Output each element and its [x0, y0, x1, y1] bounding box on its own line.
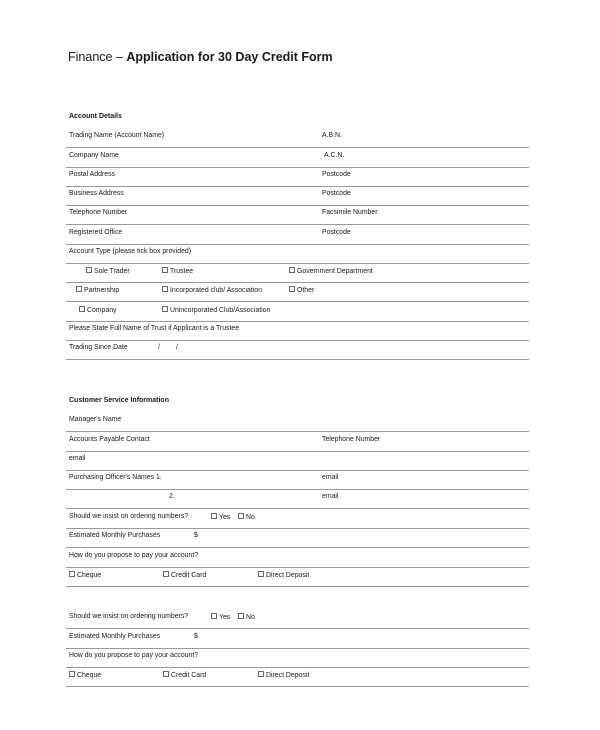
ordering-yes-checkbox-2[interactable]: [211, 613, 217, 619]
form-title: [68, 50, 333, 64]
direct-deposit-option[interactable]: [258, 571, 309, 579]
business-address-row[interactable]: [66, 185, 529, 206]
ordering-no-checkbox[interactable]: [238, 513, 244, 519]
abn-label: A.B.N.: [322, 132, 342, 139]
ordering-yes-checkbox[interactable]: [211, 513, 217, 519]
account-type-options-3: [66, 301, 529, 322]
ordering-yes-option-2[interactable]: [211, 613, 230, 621]
ordering-no-label: No: [246, 514, 255, 521]
estimated-purchases-label-2: Estimated Monthly Purchases: [69, 633, 161, 640]
payment-method-row: [66, 547, 529, 568]
other-option[interactable]: [289, 286, 314, 294]
registered-office-row[interactable]: [66, 224, 529, 245]
email-label: email: [69, 455, 86, 462]
sole-trader-checkbox[interactable]: [86, 267, 92, 273]
account-type-label: Account Type (please tick box provided): [69, 248, 192, 255]
unincorporated-club-checkbox[interactable]: [162, 306, 168, 312]
trading-since-row[interactable]: [66, 339, 529, 360]
partnership-label: Partnership: [84, 287, 120, 294]
ordering-numbers-label: Should we insist on ordering numbers?: [69, 513, 189, 520]
government-label: Government Department: [297, 268, 373, 275]
cheque-checkbox[interactable]: [69, 571, 75, 577]
partnership-checkbox[interactable]: [76, 286, 82, 292]
credit-card-option-2[interactable]: [163, 671, 206, 679]
partnership-option[interactable]: [76, 286, 119, 294]
trading-since-label: Trading Since Date: [69, 344, 128, 351]
dollar-sign: $: [194, 532, 198, 539]
form-title-main: Application for 30 Day Credit Form: [126, 50, 333, 64]
ordering-numbers-row: [66, 508, 529, 529]
telephone-label: Telephone Number: [69, 209, 128, 216]
dollar-sign-2: $: [194, 633, 198, 640]
incorporated-club-option[interactable]: [162, 286, 262, 294]
payment-options-row-2: [66, 666, 529, 687]
cheque-label: Cheque: [77, 572, 102, 579]
ordering-no-label-2: No: [246, 614, 255, 621]
date-separator-2: /: [176, 344, 178, 351]
trustee-checkbox[interactable]: [162, 267, 168, 273]
account-details-heading: Account Details: [69, 113, 122, 120]
postal-address-row[interactable]: [66, 166, 529, 187]
ordering-no-option[interactable]: [238, 513, 255, 521]
business-postcode-label: Postcode: [322, 190, 351, 197]
trust-name-label: Please State Full Name of Trust if Applicant is a Trustee: [69, 325, 240, 332]
incorporated-club-checkbox[interactable]: [162, 286, 168, 292]
cs-telephone-label: Telephone Number: [322, 436, 381, 443]
credit-card-option[interactable]: [163, 571, 206, 579]
credit-card-checkbox[interactable]: [163, 571, 169, 577]
officer-1-email-label: email: [322, 474, 339, 481]
purchasing-officer-2-row[interactable]: [66, 488, 529, 509]
purchasing-officer-1-row[interactable]: [66, 469, 529, 490]
direct-deposit-checkbox-2[interactable]: [258, 671, 264, 677]
estimated-purchases-row[interactable]: [66, 527, 529, 548]
trustee-option[interactable]: [162, 267, 193, 275]
direct-deposit-label-2: Direct Deposit: [266, 672, 310, 679]
sole-trader-option[interactable]: [86, 267, 130, 275]
cheque-label-2: Cheque: [77, 672, 102, 679]
ordering-numbers-row-2: [66, 608, 529, 629]
company-name-row[interactable]: [66, 147, 529, 168]
cheque-checkbox-2[interactable]: [69, 671, 75, 677]
officer-2-label: 2.: [169, 493, 175, 500]
postal-address-label: Postal Address: [69, 171, 115, 178]
incorporated-club-label: Incorporated club/ Association: [170, 287, 262, 294]
facsimile-label: Facsimile Number: [322, 209, 378, 216]
date-separator-1: /: [158, 344, 160, 351]
credit-card-checkbox-2[interactable]: [163, 671, 169, 677]
registered-office-label: Registered Office: [69, 229, 123, 236]
direct-deposit-option-2[interactable]: [258, 671, 309, 679]
estimated-purchases-row-2[interactable]: [66, 628, 529, 649]
officer-2-email-label: email: [322, 493, 339, 500]
postal-postcode-label: Postcode: [322, 171, 351, 178]
company-checkbox[interactable]: [79, 306, 85, 312]
ordering-no-checkbox-2[interactable]: [238, 613, 244, 619]
account-type-row: [66, 243, 529, 264]
trust-name-row[interactable]: [66, 320, 529, 341]
other-checkbox[interactable]: [289, 286, 295, 292]
company-option[interactable]: [79, 306, 117, 314]
payment-method-row-2: [66, 647, 529, 668]
trading-name-row[interactable]: [66, 127, 529, 148]
managers-name-row[interactable]: [66, 411, 529, 432]
credit-card-label: Credit Card: [171, 572, 207, 579]
email-row[interactable]: [66, 450, 529, 471]
other-label: Other: [297, 287, 315, 294]
ordering-yes-label-2: Yes: [219, 614, 231, 621]
trustee-label: Trustee: [170, 268, 194, 275]
ordering-yes-option[interactable]: [211, 513, 230, 521]
cheque-option-2[interactable]: [69, 671, 101, 679]
sole-trader-label: Sole Trader: [94, 268, 130, 275]
ordering-numbers-label-2: Should we insist on ordering numbers?: [69, 613, 189, 620]
account-type-options-1: [66, 262, 529, 283]
direct-deposit-label: Direct Deposit: [266, 572, 310, 579]
company-name-label: Company Name: [69, 152, 119, 159]
unincorporated-club-option[interactable]: [162, 306, 270, 314]
customer-service-heading: Customer Service Information: [69, 397, 169, 404]
company-label: Company: [87, 307, 117, 314]
direct-deposit-checkbox[interactable]: [258, 571, 264, 577]
registered-postcode-label: Postcode: [322, 229, 351, 236]
credit-card-label-2: Credit Card: [171, 672, 207, 679]
payment-method-label: How do you propose to pay your account?: [69, 552, 199, 559]
telephone-row[interactable]: [66, 204, 529, 225]
business-address-label: Business Address: [69, 190, 124, 197]
accounts-payable-label: Accounts Payable Contact: [69, 436, 150, 443]
payment-method-label-2: How do you propose to pay your account?: [69, 652, 199, 659]
form-title-prefix: Finance –: [68, 50, 127, 64]
cheque-option[interactable]: [69, 571, 101, 579]
accounts-payable-row[interactable]: [66, 431, 529, 452]
ordering-no-option-2[interactable]: [238, 613, 255, 621]
unincorporated-club-label: Unincorporated Club/Association: [170, 307, 271, 314]
managers-name-label: Manager's Name: [69, 416, 122, 423]
government-option[interactable]: [289, 267, 373, 275]
ordering-yes-label: Yes: [219, 514, 231, 521]
purchasing-officers-label: Purchasing Officer's Names 1.: [69, 474, 162, 481]
acn-label: A.C.N.: [324, 152, 345, 159]
trading-name-label: Trading Name (Account Name): [69, 132, 165, 139]
account-type-options-2: [66, 281, 529, 302]
estimated-purchases-label: Estimated Monthly Purchases: [69, 532, 161, 539]
payment-options-row: [66, 566, 529, 587]
government-checkbox[interactable]: [289, 267, 295, 273]
